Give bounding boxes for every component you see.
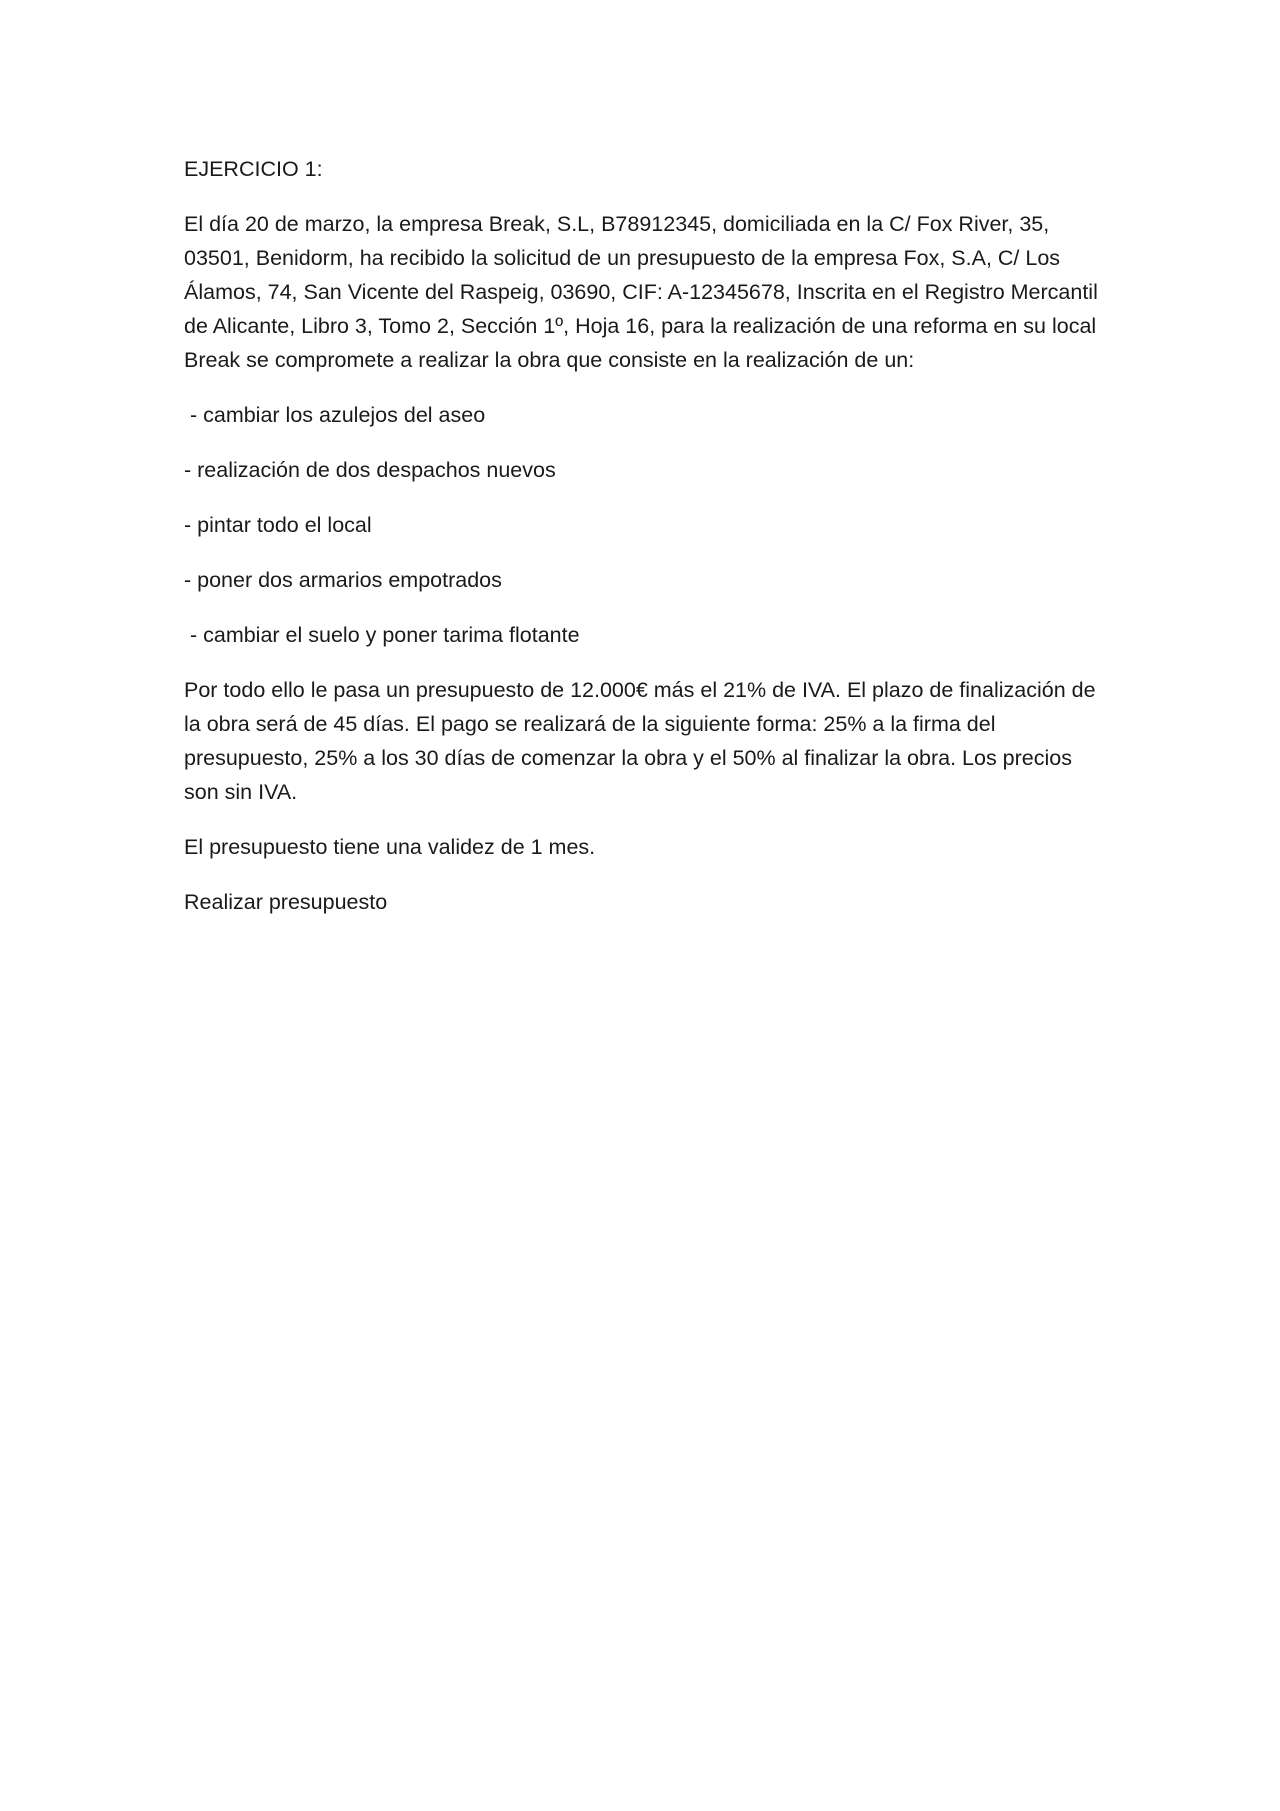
payment-paragraph: Por todo ello le pasa un presupuesto de 12.000€ más el 21% de IVA. El plazo de finalización de la obra será de 45 días. El pago se realizará de la siguiente forma: 25% a la firma del presupuesto, 25% a los 30 días de comenzar la obra y el 50% al finalizar la obra. Los precios son sin IVA.: [184, 678, 1096, 804]
list-item: - poner dos armarios empotrados: [184, 568, 502, 592]
list-item: - cambiar los azulejos del aseo: [184, 403, 486, 427]
list-item: - cambiar el suelo y poner tarima flotante: [184, 623, 580, 647]
validity-paragraph: El presupuesto tiene una validez de 1 mes.: [184, 835, 596, 859]
intro-paragraph: El día 20 de marzo, la empresa Break, S.L, B78912345, domiciliada en la C/ Fox River, 35, 03501, Benidorm, ha recibido la solicitud de un presupuesto de la empresa Fox, S.A, C/ Los Álamos, 74, San Vicente del Raspeig, 03690, CIF: A-12345678, Inscrita en el Registro Mercantil de Alicante, Libro 3, Tomo 2, Sección 1º, Hoja 16, para la realización de una reforma en su local Break se compromete a realizar la obra que consiste en la realización de un:: [184, 212, 1098, 372]
task-paragraph: Realizar presupuesto: [184, 890, 388, 914]
list-item: - realización de dos despachos nuevos: [184, 458, 556, 482]
document-body: [184, 152, 1104, 940]
list-item: - pintar todo el local: [184, 513, 372, 537]
exercise-heading: EJERCICIO 1:: [184, 157, 323, 181]
